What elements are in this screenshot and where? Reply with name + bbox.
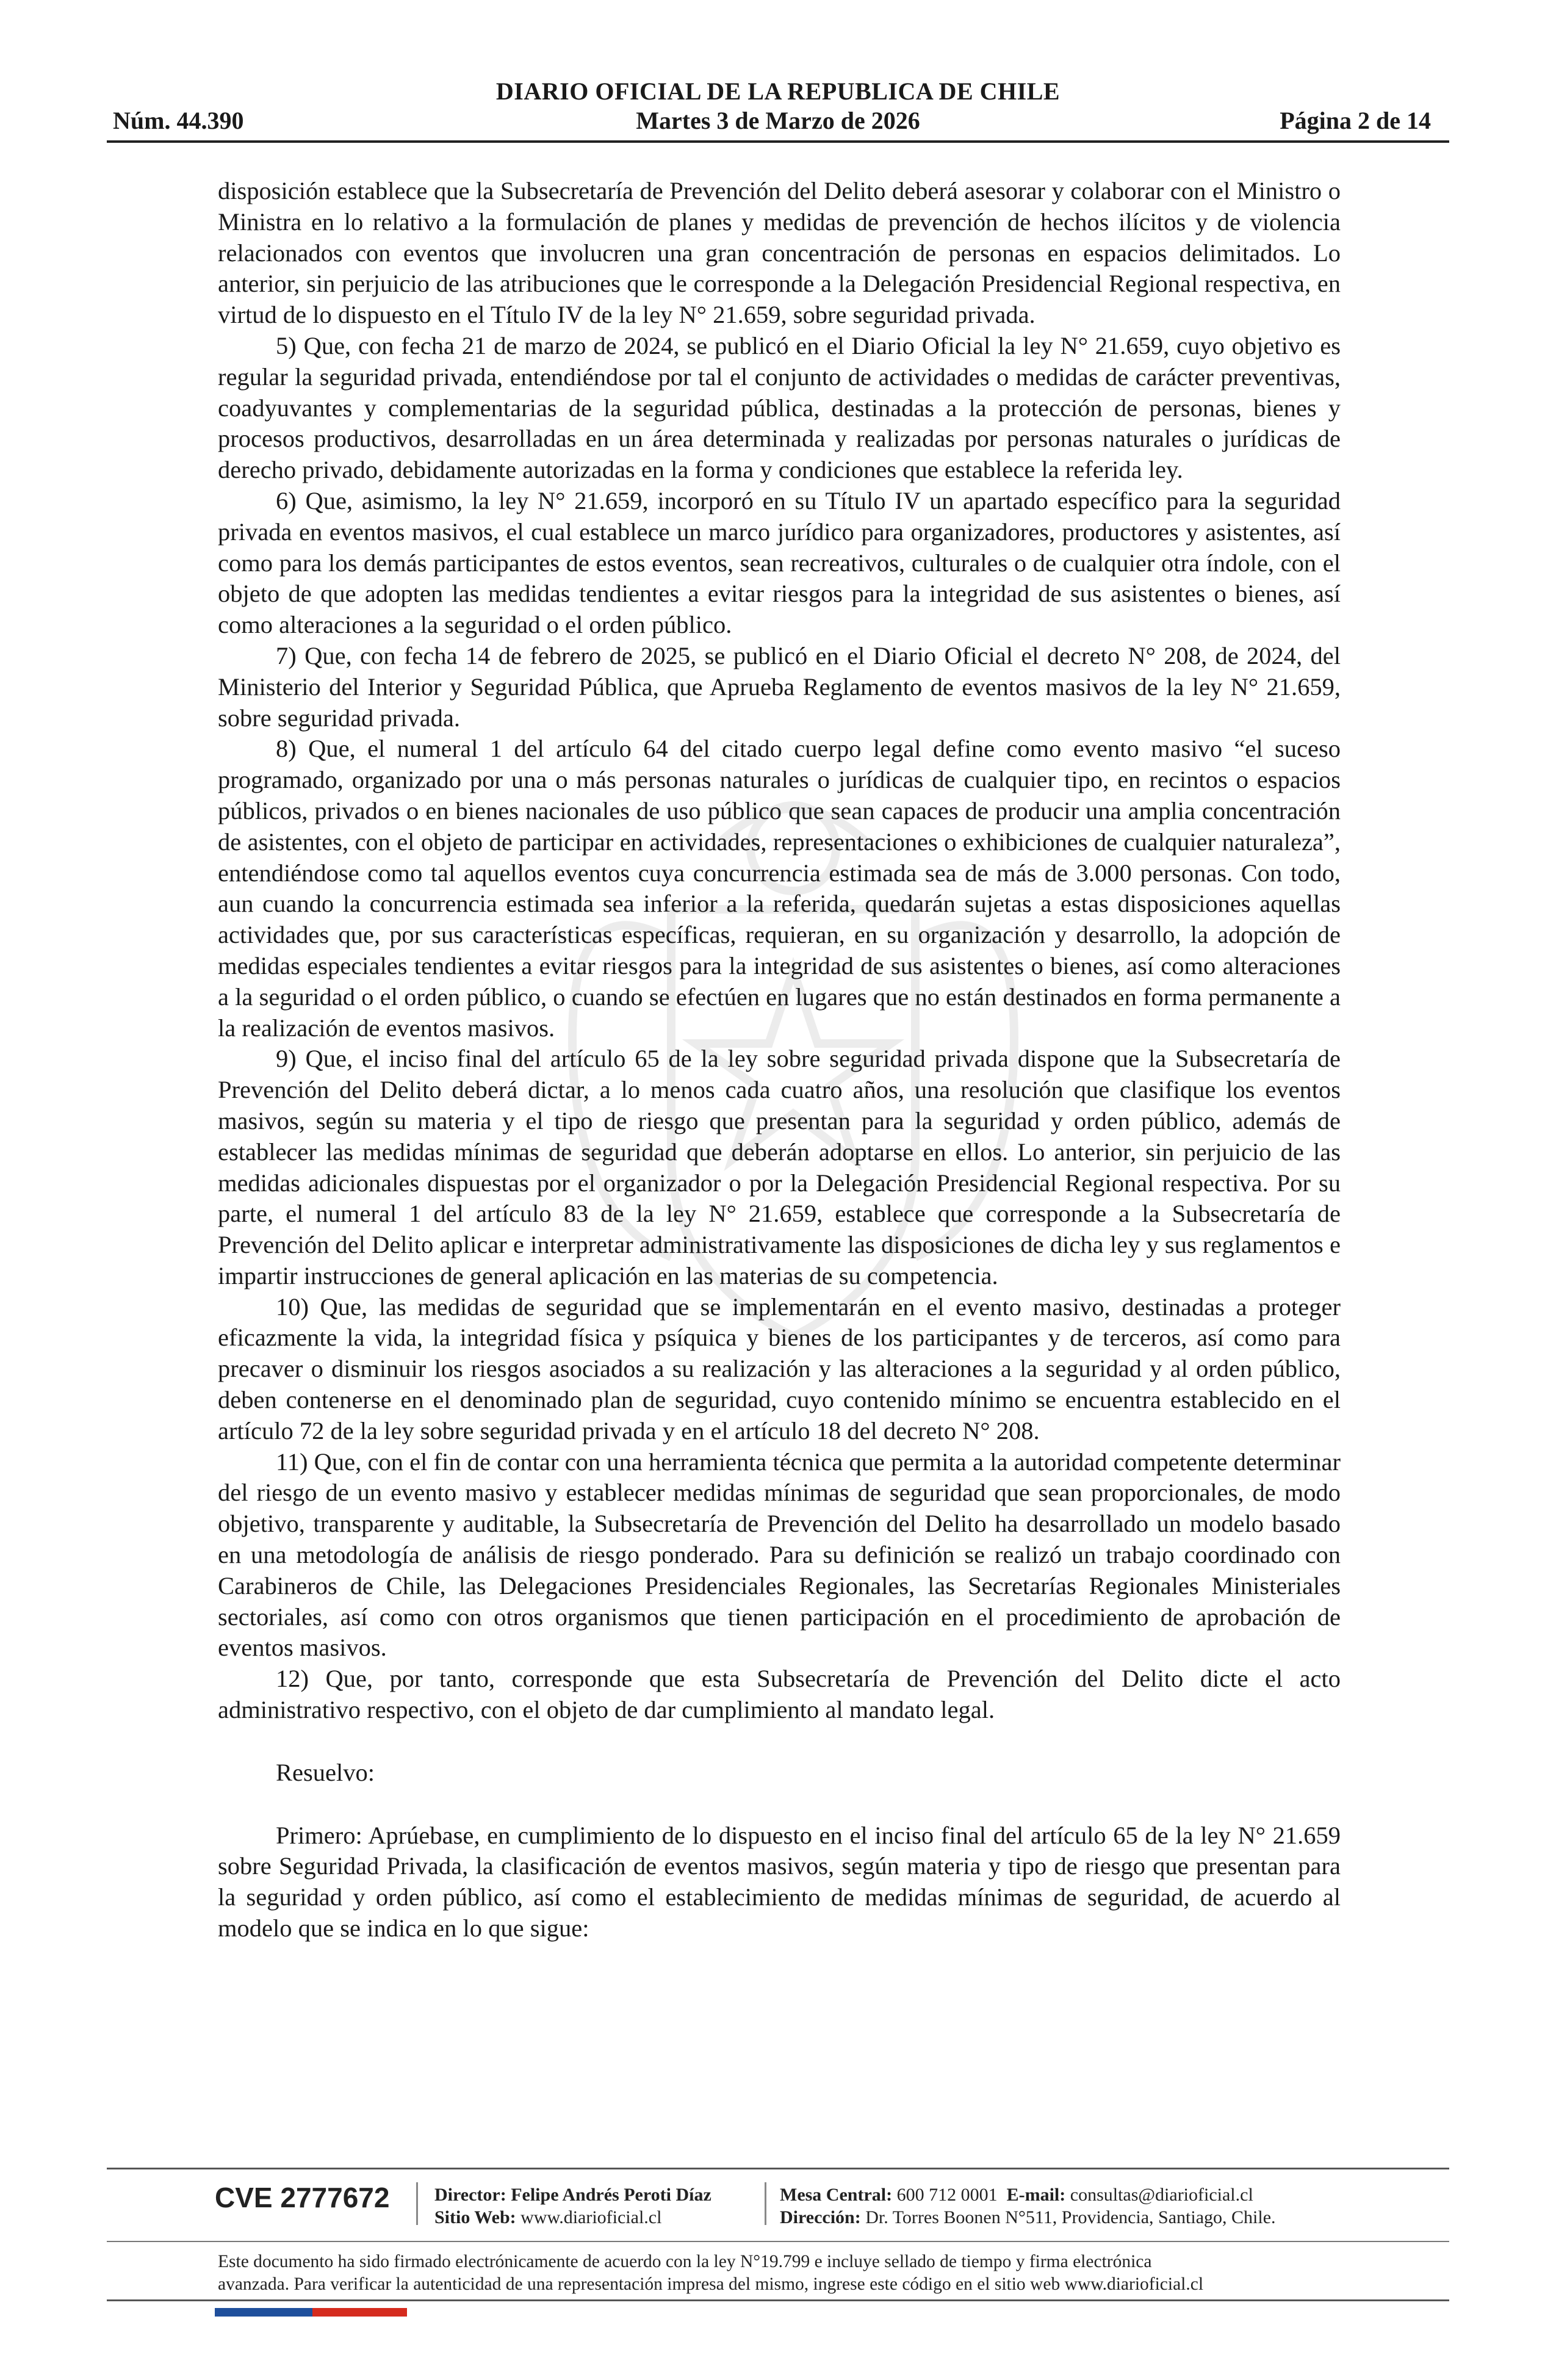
cve-code: CVE 2777672 bbox=[215, 2182, 390, 2213]
phone-label: Mesa Central: bbox=[780, 2185, 893, 2205]
document-body bbox=[218, 176, 1341, 1944]
footer-divider-middle bbox=[107, 2241, 1449, 2242]
director-name: Felipe Andrés Peroti Díaz bbox=[511, 2185, 711, 2205]
issue-date: Martes 3 de Marzo de 2026 bbox=[636, 107, 920, 134]
paragraph-primero: Primero: Aprúebase, en cumplimiento de lo dispuesto en el inciso final del artículo 65 de la ley N° 21.659 sobre Seguridad Privada, la clasificación de eventos masivos, según materia y tipo de riesgo que presentan para la seguridad y orden público, así como el establecimiento de medidas mínimas de seguridad, de acuerdo al modelo que se indica en lo que sigue: bbox=[218, 1821, 1341, 1942]
web-label: Sitio Web: bbox=[434, 2207, 516, 2227]
paragraph-7: 7) Que, con fecha 14 de febrero de 2025, se publicó en el Diario Oficial el decreto N° 208, de 2024, del Ministerio del Interior y Seguridad Pública, que Aprueba Reglamento de eventos masivos de la ley N° 21.659, sobre seguridad privada. bbox=[218, 641, 1341, 732]
page-number: Página 2 de 14 bbox=[1280, 107, 1431, 134]
address-label: Dirección: bbox=[780, 2207, 861, 2227]
footer-separator bbox=[765, 2182, 766, 2225]
footer-divider-top bbox=[107, 2168, 1449, 2169]
legal-line-1: Este documento ha sido firmado electrónicamente de acuerdo con la ley N°19.799 e incluye sellado de tiempo y firma electrónica bbox=[218, 2252, 1152, 2271]
footer-divider-bottom bbox=[107, 2299, 1449, 2301]
header-divider bbox=[107, 140, 1449, 143]
address-value: Dr. Torres Boonen N°511, Providencia, Santiago, Chile. bbox=[865, 2207, 1276, 2227]
email-label: E-mail: bbox=[1006, 2185, 1066, 2205]
legal-line-2: avanzada. Para verificar la autenticidad de una representación impresa del mismo, ingrese este código en el sitio web www.diarioficial.cl bbox=[218, 2274, 1204, 2294]
paragraph-9: 9) Que, el inciso final del artículo 65 de la ley sobre seguridad privada dispone que la Subsecretaría de Prevención del Delito deberá dictar, a lo menos cada cuatro años, una resolución que clasifique los eventos masivos, según su materia y el tipo de riesgo que presentan para la seguridad y orden público, además de establecer las medidas mínimas de seguridad que deberán adoptarse en ellos. Lo anterior, sin perjuicio de las medidas adicionales dispuestas por el organizador o por la Delegación Presidencial Regional respectiva. Por su parte, el numeral 1 del artículo 83 de la ley N° 21.659, establece que corresponde a la Subsecretaría de Prevención del Delito aplicar e interpretar administrativamente las disposiciones de dicha ley y sus reglamentos e impartir instrucciones de general aplicación en las materias de su competencia. bbox=[218, 1045, 1341, 1289]
director-label: Director: bbox=[434, 2185, 506, 2205]
paragraph-8: 8) Que, el numeral 1 del artículo 64 del citado cuerpo legal define como evento masivo “el suceso programado, organizado por una o más personas naturales o jurídicas de cualquier tipo, en recintos o espacios públicos, privados o en bienes nacionales de uso público que sean capaces de producir una amplia concentración de asistentes, con el objeto de participar en actividades, representaciones o exhibiciones de cualquier naturaleza”, entendiéndose como tal aquellos eventos cuya concurrencia estimada sea de más de 3.000 personas. Con todo, aun cuando la concurrencia estimada sea inferior a la referida, quedarán sujetas a estas disposiciones aquellas actividades que, por sus características específicas, requieran, en su organización y desarrollo, la adopción de medidas especiales tendientes a evitar riesgos para la integridad de sus asistentes o bienes, así como alteraciones a la seguridad o el orden público, o cuando se efectúen en lugares que no están destinados en forma permanente a la realización de eventos masivos. bbox=[218, 735, 1341, 1042]
flag-stripe-blue bbox=[215, 2308, 312, 2317]
email-link[interactable]: consultas@diarioficial.cl bbox=[1070, 2185, 1253, 2205]
footer-contact-block bbox=[780, 2183, 1276, 2229]
footer-separator bbox=[416, 2182, 418, 2225]
phone-value: 600 712 0001 bbox=[896, 2185, 998, 2205]
gazette-title: DIARIO OFICIAL DE LA REPUBLICA DE CHILE bbox=[495, 78, 1061, 105]
resolution-heading: Resuelvo: bbox=[276, 1758, 375, 1786]
electronic-signature-notice bbox=[218, 2251, 1377, 2296]
issue-number: Núm. 44.390 bbox=[113, 107, 244, 134]
paragraph-10: 10) Que, las medidas de seguridad que se implementarán en el evento masivo, destinadas a proteger eficazmente la vida, la integridad física y psíquica y bienes de los participantes y de terceros, así como para precaver o disminuir los riesgos asociados a su realización y las alteraciones a la seguridad y al orden público, deben contenerse en el denominado plan de seguridad, cuyo contenido mínimo se encuentra establecido en el artículo 72 de la ley sobre seguridad privada y en el artículo 18 del decreto N° 208. bbox=[218, 1293, 1341, 1444]
paragraph-11: 11) Que, con el fin de contar con una herramienta técnica que permita a la autoridad competente determinar del riesgo de un evento masivo y establecer medidas mínimas de seguridad que sean proporcionales, de modo objetivo, transparente y auditable, la Subsecretaría de Prevención del Delito ha desarrollado un modelo basado en una metodología de análisis de riesgo ponderado. Para su definición se realizó un trabajo coordinado con Carabineros de Chile, las Delegaciones Presidenciales Regionales, las Secretarías Regionales Ministeriales sectoriales, así como con otros organismos que tienen participación en el procedimiento de aprobación de eventos masivos. bbox=[218, 1448, 1341, 1662]
web-link[interactable]: www.diarioficial.cl bbox=[520, 2207, 662, 2227]
paragraph-intro: disposición establece que la Subsecretaría de Prevención del Delito deberá asesorar y colaborar con el Ministro o Ministra en lo relativo a la formulación de planes y medidas de prevención de hechos ilícitos y de violencia relacionados con eventos que involucren una gran concentración de personas en espacios delimitados. Lo anterior, sin perjuicio de las atribuciones que le corresponde a la Delegación Presidencial Regional respectiva, en virtud de lo dispuesto en el Título IV de la ley N° 21.659, sobre seguridad privada. bbox=[218, 177, 1341, 329]
footer-director-block bbox=[434, 2183, 711, 2229]
paragraph-12: 12) Que, por tanto, corresponde que esta Subsecretaría de Prevención del Delito dicte el acto administrativo respectivo, con el objeto de dar cumplimiento al mandato legal. bbox=[218, 1665, 1341, 1724]
paragraph-6: 6) Que, asimismo, la ley N° 21.659, incorporó en su Título IV un apartado específico para la seguridad privada en eventos masivos, el cual establece un marco jurídico para organizadores, productores y asistentes, así como para los demás participantes de estos eventos, sean recreativos, culturales o de cualquier otra índole, con el objeto de que adopten las medidas tendientes a evitar riesgos para la integridad de sus asistentes o bienes, así como alteraciones a la seguridad o el orden público. bbox=[218, 486, 1341, 639]
page-header bbox=[107, 68, 1449, 148]
flag-stripe-red bbox=[312, 2308, 407, 2317]
paragraph-5: 5) Que, con fecha 21 de marzo de 2024, se publicó en el Diario Oficial la ley N° 21.659, cuyo objetivo es regular la seguridad privada, entendiéndose por tal el conjunto de actividades o medidas de carácter preventivas, coadyuvantes y complementarias de la seguridad pública, destinadas a la protección de personas, bienes y procesos productivos, desarrolladas en un área determinada y realizadas por personas naturales o jurídicas de derecho privado, debidamente autorizadas en la forma y condiciones que establece la referida ley. bbox=[218, 331, 1341, 484]
